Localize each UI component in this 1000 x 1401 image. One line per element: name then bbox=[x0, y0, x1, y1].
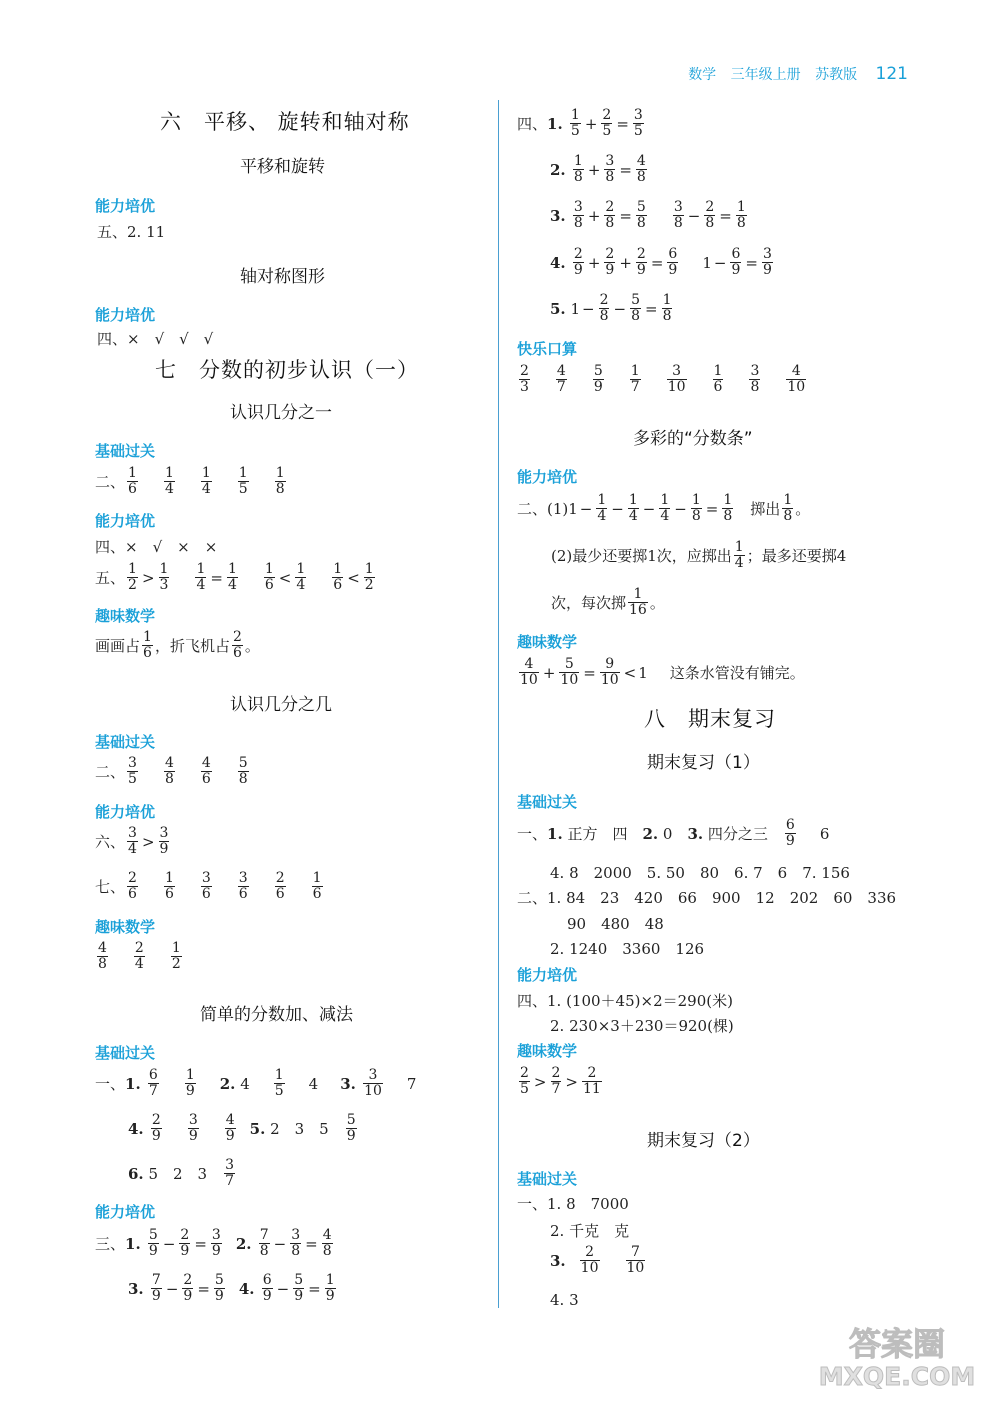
answer-line: 2. 230×3＋230＝920(棵) bbox=[550, 1017, 734, 1035]
label-basic: 基础过关 bbox=[95, 1044, 156, 1062]
header-grade: 三年级上册 bbox=[730, 67, 801, 83]
label-mental-math: 快乐口算 bbox=[517, 340, 578, 358]
answer-line: (2)最少还要掷1次，应掷出 1 4 ；最多还要掷4 bbox=[551, 539, 847, 571]
answer-line: 6. 5 2 3 3 7 bbox=[128, 1157, 234, 1189]
answer-line: 90 480 48 bbox=[567, 915, 664, 933]
label-ability: 能力培优 bbox=[95, 197, 156, 215]
answer-line: 2. 千克 克 bbox=[550, 1222, 630, 1240]
answer-line: 二、 3 5 4 8 4 6 5 8 bbox=[95, 755, 248, 787]
answer-line: 六、 3 4 > 3 9 bbox=[95, 825, 169, 857]
answer-line: 3. 3 8 + $\frac{2}{8}$ = $\frac{5}{8}$ 3 8 − $\frac{2}{8}$ = $\frac{1}{8}$ bbox=[550, 199, 746, 231]
answer-line: 5. 1 − $\frac{2}{8}$ − $\frac{5}{8}$ = $\frac{1}{8}$ bbox=[550, 292, 672, 324]
answer-line: 四、× √ × × bbox=[95, 538, 218, 556]
chapter-8-title: 八 期末复习 bbox=[644, 707, 776, 731]
section-fraction-strip-title: 多彩的“分数条” bbox=[633, 429, 753, 449]
answer-line: 四、× √ √ √ bbox=[97, 330, 214, 348]
answer-line: 四、 1. 1 5 + $\frac{2}{5}$ = $\frac{3}{5}$ bbox=[517, 107, 643, 139]
label-fun-math: 趣味数学 bbox=[517, 1042, 578, 1060]
label-fun-math: 趣味数学 bbox=[95, 918, 156, 936]
answer-line: 二、(1)1 − $\frac{1}{4}$ − $\frac{1}{4}$ − $\frac{1}{4}$ − $\frac{1}{8}$ = $\frac{1}{8}$ 掷出 1 8 。 bbox=[517, 492, 811, 524]
answer-line: 二、1. 84 23 420 66 900 12 202 60 336 bbox=[517, 889, 897, 907]
answer-line: 4 10 + $\frac{5}{10}$ = $\frac{9}{10}$ < 1 这条水管没有铺完。 bbox=[520, 656, 805, 688]
answer-line: 一、 1. 6 7 1 9 2. 4 1 5 4 3. 3 10 7 bbox=[95, 1067, 417, 1099]
answer-line: 一、 1. 正方 四 2. 0 3. 四分之三 6 9 6 bbox=[517, 817, 830, 849]
answer-line: 次，每次掷 1 16 。 bbox=[551, 586, 665, 618]
section-symmetry-title: 轴对称图形 bbox=[240, 267, 325, 287]
answer-line: 五、 1 2 > 1 3 $\frac{1}{4}$ = $\frac{1}{4}$ 1 6 < 1 4 1 6 < 1 2 bbox=[95, 561, 374, 593]
label-ability: 能力培优 bbox=[95, 1203, 156, 1221]
svg-text:MXQE.COM: MXQE.COM bbox=[818, 1362, 976, 1391]
answer-line: 4. 2 9 3 9 4 9 5. 2 3 5 5 9 bbox=[128, 1112, 356, 1144]
answer-line: 一、1. 8 7000 bbox=[517, 1195, 629, 1213]
label-basic: 基础过关 bbox=[517, 1170, 578, 1188]
svg-text:答案圈: 答案圈 bbox=[848, 1325, 946, 1363]
label-basic: 基础过关 bbox=[517, 793, 578, 811]
answer-line: 4. 8 2000 5. 50 80 6. 7 6 7. 156 bbox=[550, 864, 850, 882]
answer-line: 三、 1. 5 9 − $\frac{2}{9}$ = $\frac{3}{9}$ 2. 7 8 − $\frac{3}{8}$ = $\frac{4}{8}$ bbox=[95, 1227, 332, 1259]
answer-line: 二、 1 6 1 4 1 4 1 5 1 8 bbox=[95, 465, 285, 497]
answer-line: 4. 2 9 + $\frac{2}{9}$ + $\frac{2}{9}$ = $\frac{6}{9}$ 1 − $\frac{6}{9}$ = $\frac{3}{9}$ bbox=[550, 246, 772, 278]
watermark-logo bbox=[802, 1321, 992, 1391]
answer-line: 4. 3 bbox=[550, 1291, 579, 1309]
label-ability: 能力培优 bbox=[95, 803, 156, 821]
label-ability: 能力培优 bbox=[95, 306, 156, 324]
answer-line: 3. 7 9 − $\frac{2}{9}$ = $\frac{5}{9}$ 4. 6 9 − $\frac{5}{9}$ = $\frac{1}{9}$ bbox=[128, 1272, 335, 1304]
chapter-6-title: 六 平移、 旋转和轴对称 bbox=[160, 110, 410, 134]
section-review-1-title: 期末复习（1） bbox=[647, 753, 760, 773]
section-unit-fraction-title: 认识几分之一 bbox=[230, 403, 332, 423]
answer-line: 七、 2 6 1 6 3 6 3 6 2 6 1 6 bbox=[95, 870, 322, 902]
page-header bbox=[678, 64, 908, 84]
label-basic: 基础过关 bbox=[95, 442, 156, 460]
column-divider bbox=[498, 100, 499, 1308]
label-ability: 能力培优 bbox=[517, 468, 578, 486]
page-number: 121 bbox=[875, 64, 908, 84]
section-review-2-title: 期末复习（2） bbox=[647, 1131, 760, 1151]
answer-line: 四、1. (100＋45)×2＝290(米) bbox=[517, 992, 733, 1010]
answer-line: 画画占 1 6 ，折飞机占 2 6 。 bbox=[95, 629, 260, 661]
section-translation-rotation-title: 平移和旋转 bbox=[240, 157, 325, 177]
answer-line: 五、2. 11 bbox=[97, 223, 166, 241]
label-ability: 能力培优 bbox=[95, 512, 156, 530]
answer-line: 2 3 4 7 5 9 1 7 3 10 1 6 3 8 4 10 bbox=[520, 363, 806, 395]
label-fun-math: 趣味数学 bbox=[517, 633, 578, 651]
section-fraction-of-title: 认识几分之几 bbox=[230, 695, 332, 715]
label-fun-math: 趣味数学 bbox=[95, 607, 156, 625]
header-edition: 苏教版 bbox=[815, 67, 858, 83]
header-subject: 数学 bbox=[688, 67, 717, 83]
section-add-subtract-title: 简单的分数加、减法 bbox=[200, 1005, 353, 1025]
answer-line: 2 5 > 2 7 > 2 11 bbox=[520, 1065, 601, 1097]
answer-line: 4 8 2 4 1 2 bbox=[98, 940, 181, 972]
answer-line: 2. 1240 3360 126 bbox=[550, 940, 705, 958]
label-basic: 基础过关 bbox=[95, 733, 156, 751]
answer-line: 2. 1 8 + $\frac{3}{8}$ = $\frac{4}{8}$ bbox=[550, 153, 646, 185]
answer-line: 3. 2 10 7 10 bbox=[550, 1244, 645, 1276]
chapter-7-title: 七 分数的初步认识（一） bbox=[155, 358, 419, 382]
label-ability: 能力培优 bbox=[517, 966, 578, 984]
